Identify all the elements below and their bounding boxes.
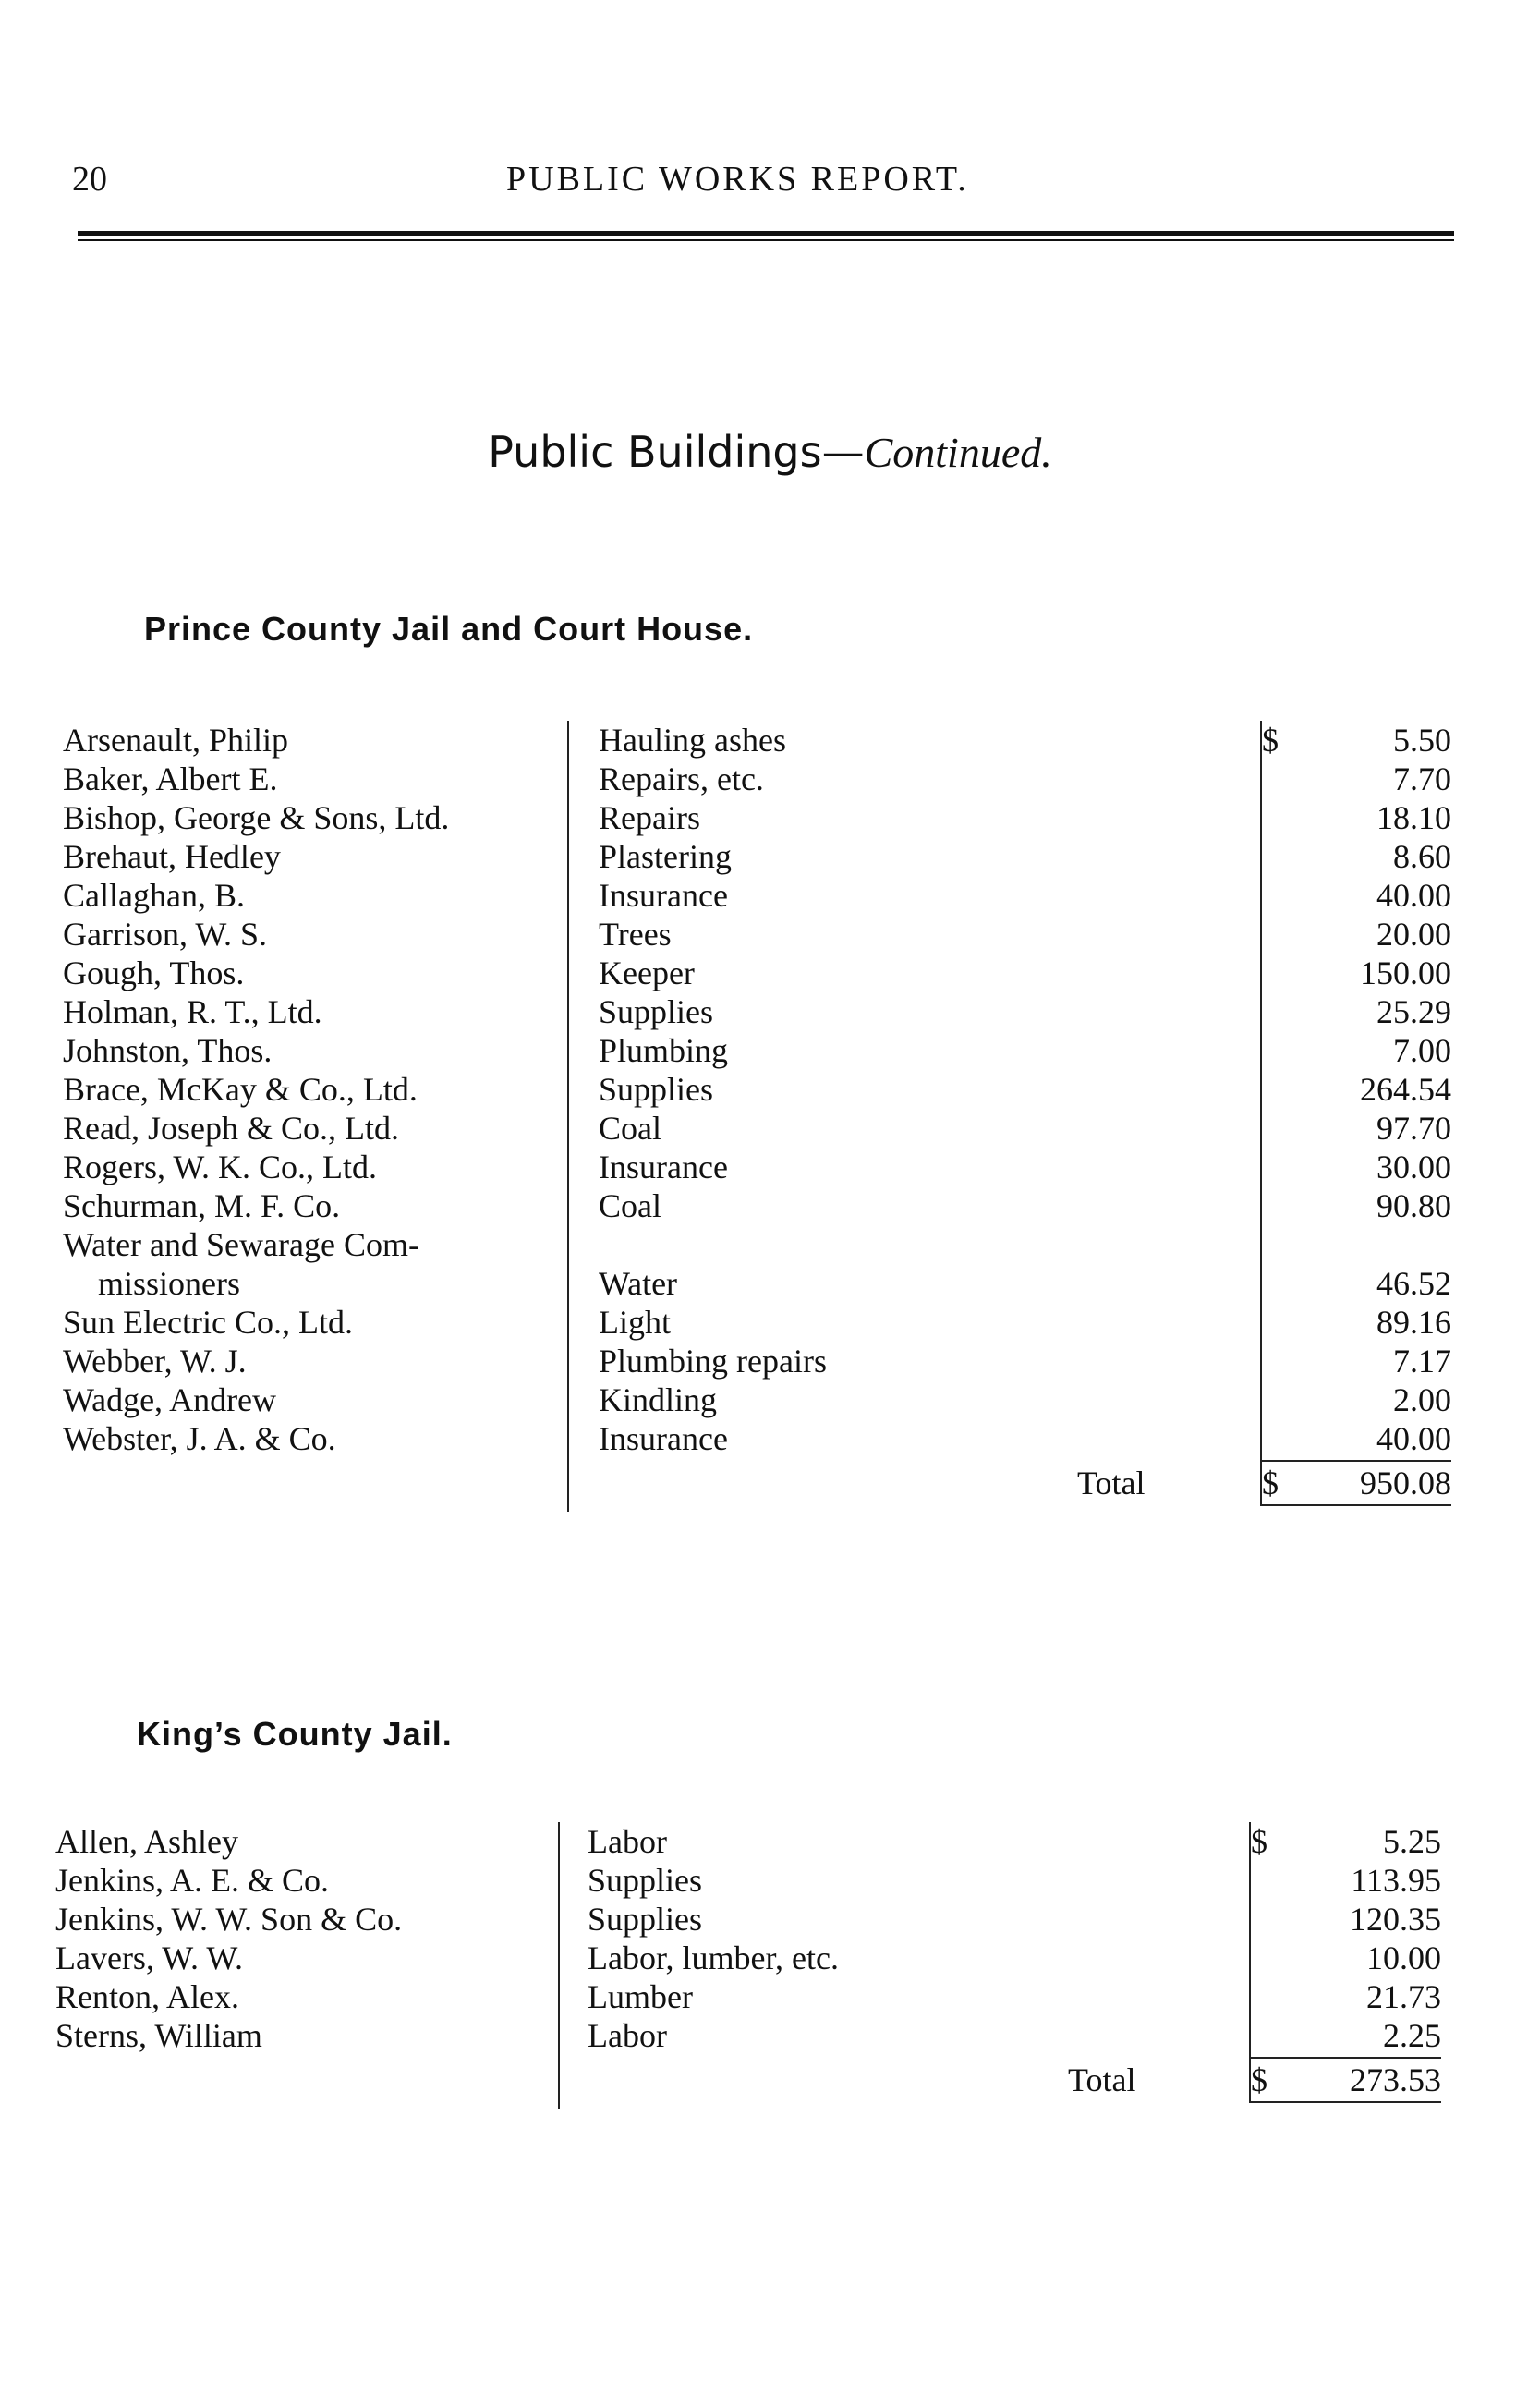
payee-name: Baker, Albert E.	[63, 760, 278, 797]
item-amount: 2.00	[1393, 1381, 1451, 1418]
item-amount: 40.00	[1376, 1420, 1451, 1457]
item-description: Repairs	[599, 799, 700, 836]
amount-divider	[1260, 721, 1262, 1506]
item-description: Plumbing	[599, 1032, 729, 1069]
table-row	[63, 1070, 1451, 1109]
item-description: Labor, lumber, etc.	[588, 1939, 840, 1976]
payee-name: Garrison, W. S.	[63, 916, 268, 953]
table-row	[63, 992, 1451, 1031]
table-row	[63, 760, 1451, 798]
page-number: 20	[72, 160, 107, 199]
item-amount: 5.50	[1393, 722, 1451, 759]
item-description: Repairs, etc.	[599, 760, 764, 797]
payee-name: Jenkins, A. E. & Co.	[55, 1862, 330, 1899]
payee-name: Bishop, George & Sons, Ltd.	[63, 799, 450, 836]
running-title: PUBLIC WORKS REPORT.	[506, 160, 969, 199]
item-description: Light	[599, 1304, 671, 1341]
payee-name: Gough, Thos.	[63, 954, 245, 991]
total-rule	[1260, 1460, 1451, 1462]
total-amount: 273.53	[1350, 2061, 1441, 2098]
item-amount: 18.10	[1376, 799, 1451, 836]
payee-name: Brace, McKay & Co., Ltd.	[63, 1071, 418, 1108]
payee-name: Schurman, M. F. Co.	[63, 1187, 341, 1224]
payee-name: Callaghan, B.	[63, 877, 245, 914]
table-row	[63, 954, 1451, 992]
item-amount: 150.00	[1360, 954, 1451, 991]
table-row	[55, 1900, 1441, 1939]
item-amount: 264.54	[1360, 1071, 1451, 1108]
item-description: Supplies	[588, 1862, 703, 1899]
item-description: Insurance	[599, 1420, 728, 1457]
item-amount: 25.29	[1376, 993, 1451, 1030]
prince-county-heading: Prince County Jail and Court House.	[144, 610, 754, 648]
header-rule	[78, 231, 1454, 236]
item-description: Labor	[588, 2017, 667, 2054]
currency-symbol: $	[1262, 722, 1279, 759]
payee-name: Jenkins, W. W. Son & Co.	[55, 1901, 403, 1938]
payee-name: Holman, R. T., Ltd.	[63, 993, 322, 1030]
total-amount: 950.08	[1360, 1465, 1451, 1501]
item-amount: 89.16	[1376, 1304, 1451, 1341]
item-amount: 8.60	[1393, 838, 1451, 875]
column-divider	[567, 721, 569, 1512]
payee-name: Allen, Ashley	[55, 1823, 238, 1860]
payee-name: Read, Joseph & Co., Ltd.	[63, 1110, 399, 1147]
total-underline	[1249, 2101, 1441, 2103]
item-description: Labor	[588, 1823, 667, 1860]
table-row	[63, 1342, 1451, 1380]
total-rule	[1249, 2057, 1441, 2059]
item-amount: 2.25	[1383, 2017, 1441, 2054]
table-row	[63, 721, 1451, 760]
item-description: Supplies	[588, 1901, 703, 1938]
item-amount: 5.25	[1383, 1823, 1441, 1860]
item-description: Supplies	[599, 993, 714, 1030]
table-row	[63, 915, 1451, 954]
item-amount: 113.95	[1351, 1862, 1441, 1899]
currency-symbol: $	[1251, 1823, 1267, 1860]
payee-name: Sun Electric Co., Ltd.	[63, 1304, 353, 1341]
item-description: Trees	[599, 916, 672, 953]
total-currency-symbol: $	[1251, 2061, 1267, 2098]
item-amount: 10.00	[1366, 1939, 1441, 1976]
page-header	[72, 159, 1449, 205]
section-title-text: Public Buildings	[488, 427, 822, 477]
item-amount: 120.35	[1350, 1901, 1441, 1938]
table-row	[63, 1380, 1451, 1419]
header-rule-thin	[78, 239, 1454, 241]
section-title	[0, 427, 1540, 477]
total-label: Total	[1077, 1465, 1146, 1501]
table-row	[63, 876, 1451, 915]
table-row	[63, 837, 1451, 876]
kings-county-heading: King’s County Jail.	[137, 1715, 453, 1753]
item-amount: 40.00	[1376, 877, 1451, 914]
payee-name: Lavers, W. W.	[55, 1939, 243, 1976]
payee-name: missioners	[98, 1265, 241, 1302]
item-description: Plumbing repairs	[599, 1343, 827, 1380]
payee-name: Renton, Alex.	[55, 1978, 239, 2015]
table-row	[63, 798, 1451, 837]
item-amount: 97.70	[1376, 1110, 1451, 1147]
payee-name: Water and Sewarage Com-	[63, 1226, 419, 1263]
payee-name: Rogers, W. K. Co., Ltd.	[63, 1149, 378, 1185]
item-amount: 90.80	[1376, 1187, 1451, 1224]
table-row	[63, 1419, 1451, 1458]
item-description: Supplies	[599, 1071, 714, 1108]
item-description: Kindling	[599, 1381, 718, 1418]
column-divider	[558, 1822, 560, 2109]
item-description: Insurance	[599, 1149, 728, 1185]
payee-name: Johnston, Thos.	[63, 1032, 273, 1069]
item-amount: 46.52	[1376, 1265, 1451, 1302]
item-description: Lumber	[588, 1978, 693, 2015]
item-amount: 30.00	[1376, 1149, 1451, 1185]
item-description: Coal	[599, 1110, 661, 1147]
payee-name: Wadge, Andrew	[63, 1381, 277, 1418]
item-description: Keeper	[599, 954, 695, 991]
item-description: Insurance	[599, 877, 728, 914]
item-description: Plastering	[599, 838, 732, 875]
total-label: Total	[1068, 2061, 1136, 2098]
item-amount: 21.73	[1366, 1978, 1441, 2015]
table-row	[55, 1939, 1441, 1977]
item-amount: 7.00	[1393, 1032, 1451, 1069]
table-row	[63, 1109, 1451, 1148]
total-currency-symbol: $	[1262, 1465, 1279, 1501]
table-row	[55, 2016, 1441, 2055]
item-description: Water	[599, 1265, 678, 1302]
item-description: Coal	[599, 1187, 661, 1224]
item-amount: 7.70	[1393, 760, 1451, 797]
item-amount: 20.00	[1376, 916, 1451, 953]
table-row	[63, 1031, 1451, 1070]
item-amount: 7.17	[1393, 1343, 1451, 1380]
payee-name: Webber, W. J.	[63, 1343, 247, 1380]
table-row	[55, 1861, 1441, 1900]
payee-name: Brehaut, Hedley	[63, 838, 281, 875]
table-row	[55, 1822, 1441, 1861]
table-row	[63, 1186, 1451, 1225]
section-title-continued: Continued.	[864, 429, 1052, 476]
table-row	[63, 1225, 1451, 1264]
payee-name: Sterns, William	[55, 2017, 262, 2054]
payee-name: Arsenault, Philip	[63, 722, 288, 759]
table-row	[63, 1303, 1451, 1342]
table-row	[63, 1148, 1451, 1186]
table-row	[63, 1264, 1451, 1303]
payee-name: Webster, J. A. & Co.	[63, 1420, 336, 1457]
item-description: Hauling ashes	[599, 722, 786, 759]
total-underline	[1260, 1504, 1451, 1506]
table-row	[55, 1977, 1441, 2016]
section-title-dash: —	[821, 427, 865, 477]
